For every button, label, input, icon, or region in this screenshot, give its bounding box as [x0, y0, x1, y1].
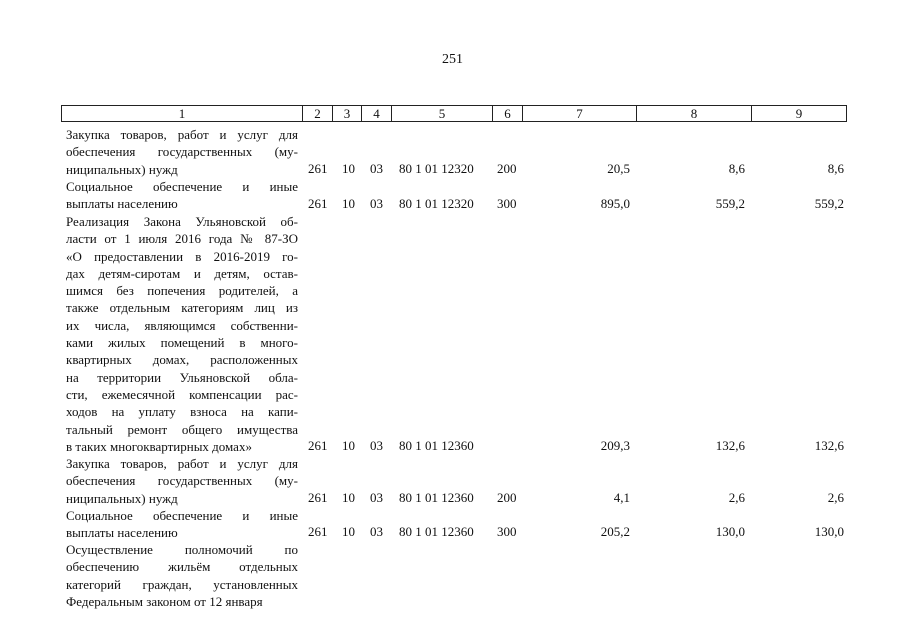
cell-amount-col7: 205,2	[600, 524, 630, 539]
description-line: ласти от 1 июля 2016 года № 87-ЗО	[66, 231, 298, 247]
cell-amount-col8: 2,6	[728, 490, 745, 505]
cell-amount-col8: 559,2	[715, 196, 745, 211]
header-col-5: 5	[392, 106, 493, 121]
cell-amount-col9: 132,6	[814, 438, 844, 453]
table-row	[0, 523, 905, 540]
cell-section: 10	[342, 524, 355, 539]
description-line: ками жилых помещений в много-	[66, 335, 298, 351]
description-line: шимся без попечения родителей, а	[66, 283, 298, 299]
cell-amount-col8: 8,6	[728, 161, 745, 176]
description-line: обеспечения государственных (му-	[66, 144, 298, 160]
cell-subsection: 03	[370, 490, 383, 505]
header-col-1: 1	[62, 106, 303, 121]
cell-expense-type: 200	[497, 161, 517, 176]
cell-amount-col7: 4,1	[613, 490, 630, 505]
cell-admin-code: 261	[308, 161, 328, 176]
cell-amount-col7: 895,0	[600, 196, 630, 211]
cell-expense-type: 200	[497, 490, 517, 505]
header-col-6: 6	[493, 106, 523, 121]
cell-section: 10	[342, 490, 355, 505]
header-col-2: 2	[303, 106, 333, 121]
cell-amount-col8: 132,6	[715, 438, 745, 453]
description-line: Реализация Закона Ульяновской об-	[66, 214, 298, 229]
cell-amount-col9: 2,6	[827, 490, 844, 505]
description-line: категорий граждан, установленных	[66, 576, 298, 592]
page-number: 251	[442, 52, 463, 67]
description-line: Закупка товаров, работ и услуг для	[66, 127, 298, 142]
description-line: ниципальных) нужд	[66, 161, 178, 177]
description-line: Федеральным законом от 12 января	[66, 593, 263, 609]
description-line: дах детям-сиротам и детям, остав-	[66, 265, 298, 281]
table-row	[0, 160, 905, 177]
cell-subsection: 03	[370, 524, 383, 539]
description-line: «О предоставлении в 2016-2019 го-	[66, 248, 298, 264]
cell-amount-col7: 209,3	[600, 438, 630, 453]
table-row	[0, 437, 905, 454]
description-line: Социальное обеспечение и иные	[66, 179, 298, 194]
description-line: также отдельным категориям лиц из	[66, 300, 298, 316]
cell-subsection: 03	[370, 196, 383, 211]
cell-section: 10	[342, 161, 355, 176]
description-line: тальный ремонт общего имущества	[66, 421, 298, 437]
cell-expense-type: 300	[497, 524, 517, 539]
description-line: в таких многоквартирных домах»	[66, 438, 252, 454]
cell-target-article: 80 1 01 12360	[399, 524, 474, 539]
header-col-8: 8	[637, 106, 752, 121]
cell-section: 10	[342, 196, 355, 211]
cell-amount-col9: 559,2	[814, 196, 844, 211]
description-line: сти, ежемесячной компенсации рас-	[66, 386, 298, 402]
cell-admin-code: 261	[308, 490, 328, 505]
description-line: Осуществление полномочий по	[66, 542, 298, 557]
cell-target-article: 80 1 01 12320	[399, 196, 474, 211]
description-line: на территории Ульяновской обла-	[66, 369, 298, 385]
table-header-row	[61, 105, 847, 122]
description-line: квартирных домах, расположенных	[66, 352, 298, 368]
cell-target-article: 80 1 01 12320	[399, 161, 474, 176]
cell-amount-col7: 20,5	[607, 161, 630, 176]
description-line: обеспечению жильём отдельных	[66, 559, 298, 575]
table-row	[0, 489, 905, 506]
cell-amount-col8: 130,0	[715, 524, 745, 539]
description-line: Социальное обеспечение и иные	[66, 508, 298, 523]
cell-admin-code: 261	[308, 196, 328, 211]
description-line: выплаты населению	[66, 525, 178, 541]
row-description	[66, 213, 298, 455]
table-row	[0, 195, 905, 212]
header-col-7: 7	[523, 106, 637, 121]
cell-section: 10	[342, 438, 355, 453]
description-line: выплаты населению	[66, 196, 178, 212]
cell-subsection: 03	[370, 438, 383, 453]
description-line: ходов на уплату взноса на капи-	[66, 404, 298, 420]
cell-subsection: 03	[370, 161, 383, 176]
header-col-3: 3	[333, 106, 362, 121]
row-description	[66, 541, 298, 610]
description-line: ниципальных) нужд	[66, 490, 178, 506]
cell-target-article: 80 1 01 12360	[399, 438, 474, 453]
cell-amount-col9: 8,6	[827, 161, 844, 176]
cell-target-article: 80 1 01 12360	[399, 490, 474, 505]
description-line: обеспечения государственных (му-	[66, 473, 298, 489]
cell-admin-code: 261	[308, 524, 328, 539]
description-line: Закупка товаров, работ и услуг для	[66, 456, 298, 471]
header-col-9: 9	[795, 106, 803, 121]
cell-admin-code: 261	[308, 438, 328, 453]
header-col-4: 4	[362, 106, 392, 121]
cell-expense-type: 300	[497, 196, 517, 211]
cell-amount-col9: 130,0	[814, 524, 844, 539]
description-line: их числа, являющимся собственни-	[66, 317, 298, 333]
